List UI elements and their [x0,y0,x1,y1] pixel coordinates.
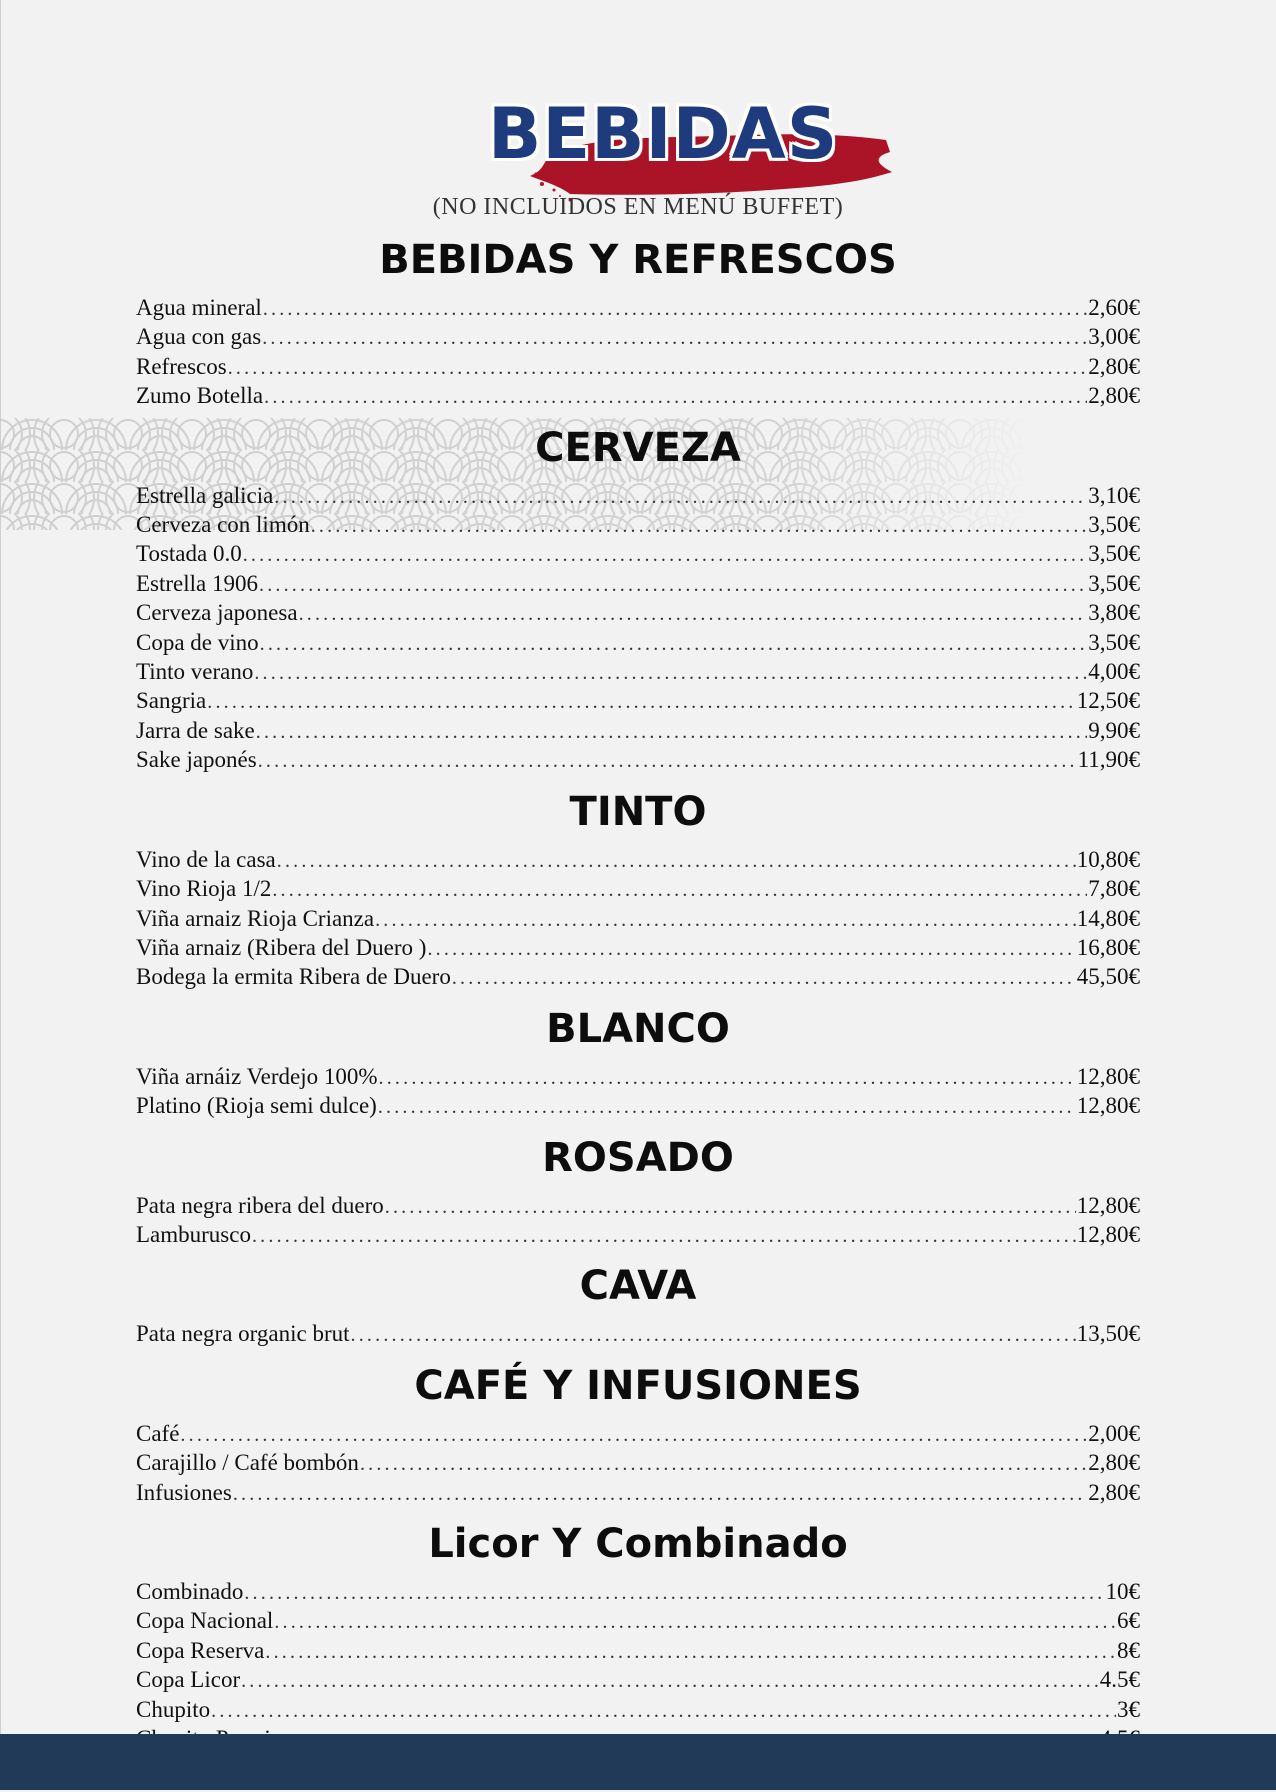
item-name: Estrella 1906 [136,570,258,596]
item-name: Bodega la ermita Ribera de Duero [136,964,451,990]
dot-leader [360,1450,1087,1478]
menu-item-row [136,1063,1140,1092]
menu-item-row [136,1192,1140,1221]
dot-leader [207,688,1075,716]
item-name: Viña arnaiz Rioja Crianza [136,905,375,931]
item-price: 12,80€ [1076,1192,1140,1218]
item-price: 6€ [1117,1608,1140,1634]
item-price: 13,50€ [1076,1321,1140,1347]
menu-item-row [136,1420,1140,1449]
menu-item-row [136,1221,1140,1250]
item-price: 2,80€ [1088,1479,1140,1505]
dot-leader [299,600,1088,628]
menu-item-row [136,1607,1140,1636]
page-left-border [0,0,1,1790]
menu-item-row [136,294,1140,323]
item-name: Sake japonés [136,747,257,773]
section-title: BLANCO [546,1005,730,1052]
item-name: Lamburusco [136,1221,251,1247]
item-name: Platino (Rioja semi dulce) [136,1093,377,1119]
dot-leader [254,659,1087,687]
section-rosado [136,1130,1140,1251]
menu-item-row [136,846,1140,875]
menu-item-row [136,658,1140,687]
item-name: Copa Reserva [136,1637,265,1663]
item-name: Refrescos [136,353,227,379]
menu-item-row [136,1449,1140,1478]
item-name: Carajillo / Café bombón [136,1450,359,1476]
menu-item-row [136,1637,1140,1666]
dot-leader [241,1667,1099,1695]
footer-bar [0,1734,1276,1790]
item-name: Vino de la casa [136,846,276,872]
item-price: 2,80€ [1088,1450,1140,1476]
item-name: Infusiones [136,1479,232,1505]
menu-item-row [136,599,1140,628]
item-name: Jarra de sake [136,717,255,743]
item-price: 3,80€ [1088,600,1140,626]
dot-leader [263,295,1087,323]
dot-leader [274,483,1087,511]
item-price: 3,50€ [1088,541,1140,567]
dot-leader [378,1093,1076,1121]
item-name: Viña arnaiz (Ribera del Duero ) [136,934,427,960]
item-name: Agua mineral [136,295,262,320]
item-price: 2,80€ [1088,353,1140,379]
subtitle: (NO INCLUIDOS EN MENÚ BUFFET) [432,194,844,220]
section-blanco [136,1001,1140,1122]
item-price: 3,50€ [1088,512,1140,538]
menu-item-row [136,1578,1140,1607]
menu-item-row [136,717,1140,746]
dot-leader [264,383,1087,411]
item-list [136,294,1140,412]
item-price: 10€ [1105,1578,1140,1604]
item-name: Pata negra organic brut [136,1321,350,1347]
dot-leader [375,906,1076,934]
logo-title: BEBIDAS [488,93,839,175]
menu-item-row [136,323,1140,352]
item-name: Zumo Botella [136,383,264,409]
menu-item-row [136,687,1140,716]
dot-leader [243,541,1088,569]
item-price: 12,80€ [1076,1063,1140,1089]
item-list [136,482,1140,776]
drinks-menu [136,232,1140,1792]
menu-item-row [136,746,1140,775]
item-list [136,846,1140,993]
item-name: Café [136,1420,180,1446]
item-price: 7,80€ [1088,876,1140,902]
menu-item-row [136,1666,1140,1695]
section-title: TINTO [569,788,707,835]
section-cerveza [136,420,1140,776]
item-price: 14,80€ [1076,905,1140,931]
item-price: 3€ [1117,1696,1140,1722]
item-price: 10,80€ [1076,846,1140,872]
section-tinto [136,784,1140,993]
section-title: CERVEZA [535,424,741,471]
dot-leader [258,747,1077,775]
item-price: 12,50€ [1076,688,1140,714]
item-name: Vino Rioja 1/2 [136,876,272,902]
dot-leader [452,964,1076,992]
item-name: Combinado [136,1578,244,1604]
section-title: ROSADO [542,1134,734,1181]
dot-leader [256,718,1087,746]
item-name: Copa de vino [136,629,259,655]
item-name: Cerveza japonesa [136,600,298,626]
item-price: 11,90€ [1077,747,1140,773]
dot-leader [265,1638,1116,1666]
item-name: Cerveza con limón [136,512,310,538]
item-price: 9,90€ [1088,717,1140,743]
item-price: 4.5€ [1099,1667,1140,1693]
menu-item-row [136,963,1140,992]
dot-leader [259,571,1087,599]
item-name: Tinto verano [136,659,254,685]
dot-leader [274,1608,1116,1636]
item-price: 3,50€ [1088,629,1140,655]
item-price: 8€ [1117,1637,1140,1663]
section-title: Licor Y Combinado [428,1520,848,1567]
item-name: Pata negra ribera del duero [136,1192,384,1218]
dot-leader [351,1321,1076,1349]
dot-leader [427,935,1075,963]
menu-item-row [136,1479,1140,1508]
item-name: Viña arnáiz Verdejo 100% [136,1063,378,1089]
menu-item-row [136,570,1140,599]
menu-item-row [136,353,1140,382]
menu-item-row [136,934,1140,963]
menu-item-row [136,1320,1140,1349]
item-name: Estrella galicia [136,482,274,508]
item-price: 2,80€ [1088,383,1140,409]
menu-item-row [136,382,1140,411]
item-price: 3,50€ [1088,570,1140,596]
dot-leader [385,1193,1076,1221]
dot-leader [233,1480,1087,1508]
item-price: 3,00€ [1088,324,1140,350]
item-price: 16,80€ [1076,934,1140,960]
dot-leader [228,354,1088,382]
item-list [136,1192,1140,1251]
item-list [136,1420,1140,1508]
menu-item-row [136,905,1140,934]
item-price: 45,50€ [1076,964,1140,990]
section-cafe-y-infusiones [136,1358,1140,1508]
dot-leader [379,1064,1076,1092]
header [0,93,1276,220]
dot-leader [272,876,1087,904]
item-list [136,1320,1140,1349]
menu-item-row [136,1092,1140,1121]
menu-item-row [136,629,1140,658]
item-name: Copa Licor [136,1667,241,1693]
dot-leader [277,847,1076,875]
item-price: 12,80€ [1076,1093,1140,1119]
item-name: Copa Nacional [136,1608,274,1634]
section-title: CAFÉ Y INFUSIONES [414,1362,862,1409]
item-price: 12,80€ [1076,1221,1140,1247]
item-name: Agua con gas [136,324,262,350]
item-name: Sangria [136,688,207,714]
dot-leader [262,324,1087,352]
item-price: 3,10€ [1088,482,1140,508]
item-name: Tostada 0.0 [136,541,242,567]
menu-item-row [136,511,1140,540]
item-price: 2,60€ [1088,295,1140,320]
section-cava [136,1258,1140,1349]
section-title: CAVA [579,1263,697,1310]
item-price: 4,00€ [1088,659,1140,685]
menu-item-row [136,482,1140,511]
menu-item-row [136,1696,1140,1725]
section-title: BEBIDAS Y REFRESCOS [379,237,897,283]
dot-leader [260,630,1088,658]
item-name: Chupito [136,1696,211,1722]
menu-item-row [136,540,1140,569]
item-price: 2,00€ [1088,1420,1140,1446]
item-list [136,1063,1140,1122]
dot-leader [252,1222,1076,1250]
dot-leader [211,1697,1116,1725]
dot-leader [244,1579,1104,1607]
dot-leader [311,512,1088,540]
section-bebidas-y-refrescos [136,232,1140,412]
menu-item-row [136,875,1140,904]
dot-leader [180,1421,1087,1449]
